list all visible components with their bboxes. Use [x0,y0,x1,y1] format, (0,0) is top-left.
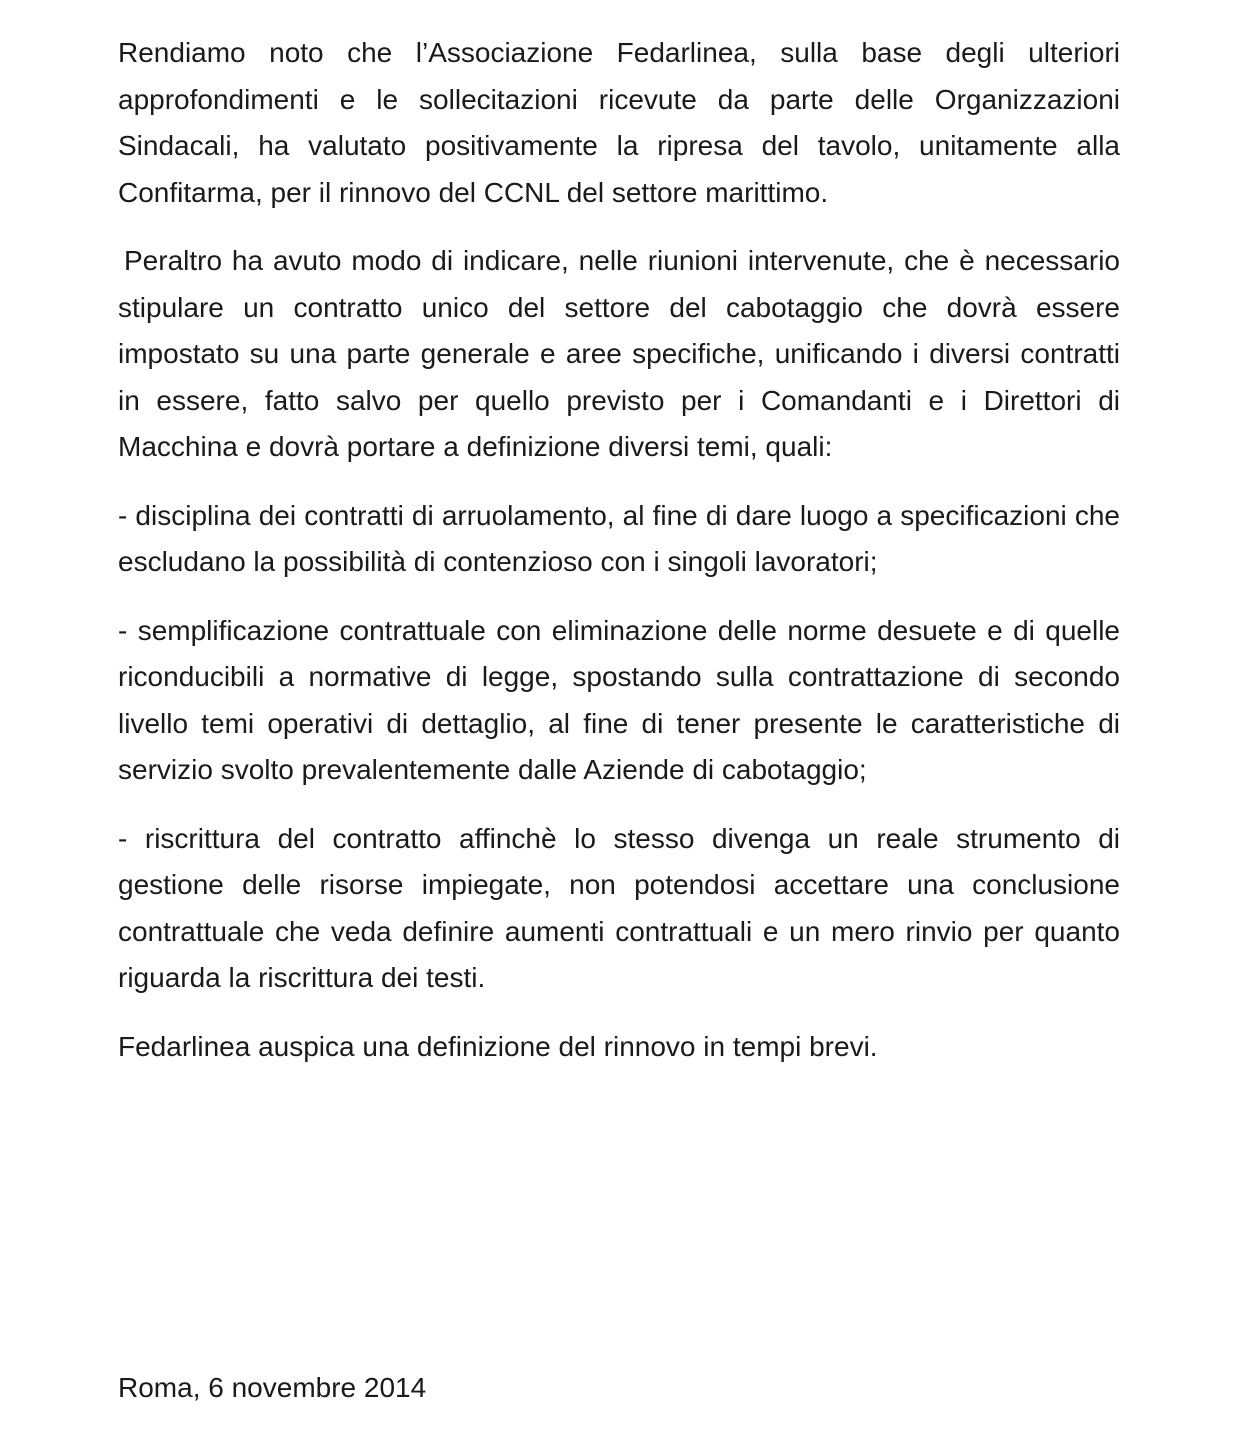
list-item-rewriting: - riscrittura del contratto affinchè lo stesso divenga un reale strumento di gestione delle risorse impiegate, non potendosi accettare una conclusione contrattuale che veda definire aumenti contrattuali e un mero rinvio per quanto riguarda la riscrittura dei testi. [118,822,1120,993]
document-body [118,30,1120,1092]
place-and-date: Roma, 6 novembre 2014 [118,1372,427,1403]
list-item-simplification: - semplificazione contrattuale con eliminazione delle norme desuete e di quelle riconducibili a normative di legge, spostando sulla contrattazione di secondo livello temi operativi di dettaglio, al fine di tener presente le caratteristiche di servizio svolto prevalentemente dalle Aziende di cabotaggio; [118,614,1120,785]
paragraph-closing: Fedarlinea auspica una definizione del rinnovo in tempi brevi. [118,1030,878,1062]
paragraph-contract-proposal: Peraltro ha avuto modo di indicare, nelle riunioni intervenute, che è necessario stipulare un contratto unico del settore del cabotaggio che dovrà essere impostato su una parte generale e aree specifiche, unificando i diversi contratti in essere, fatto salvo per quello previsto per i Comandanti e i Direttori di Macchina e dovrà portare a definizione diversi temi, quali: [118,245,1120,462]
list-item-enlistment-contracts: - disciplina dei contratti di arruolamento, al fine di dare luogo a specificazioni che escludano la possibilità di contenzioso con i singoli lavoratori; [118,499,1120,577]
paragraph-announcement: Rendiamo noto che l’Associazione Fedarlinea, sulla base degli ulteriori approfondimenti e le sollecitazioni ricevute da parte delle Organizzazioni Sindacali, ha valutato positivamente la ripresa del tavolo, unitamente alla Confitarma, per il rinnovo del CCNL del settore marittimo. [118,37,1120,208]
